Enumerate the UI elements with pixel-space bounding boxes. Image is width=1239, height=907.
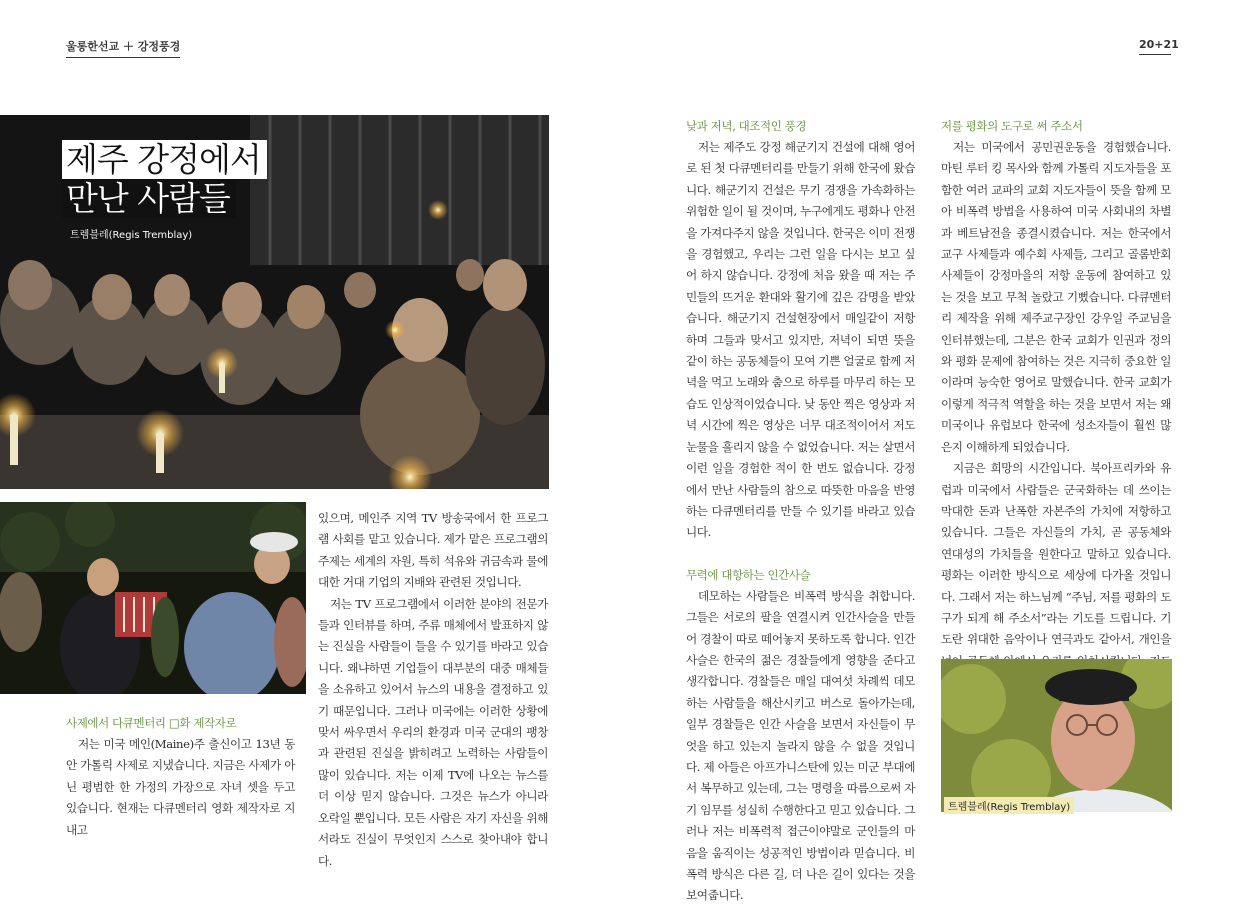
section-heading-peace: 저를 평화의 도구로 써 주소서 [941, 119, 1083, 133]
festival-photo [0, 502, 306, 694]
paragraph: 저는 제주도 강정 해군기지 건설에 대해 영어로 된 첫 다큐멘터리를 만들기 위해 한국에 왔습니다. 해군기지 건설은 무기 경쟁을 가속화하는 위험한 일이 될 것이며, 누구에게도 평화나 안전을 가져다주지 않을 것입니다. 한국은 이미 전쟁을 경험했고, 우리는 그런 일을 다시는 보고 싶어 하지 않습니다. 강정에 처음 왔을 때 저는 주민들의 뜨거운 환대와 활기에 깊은 감명을 받았습니다. 해군기지 건설현장에서 매일같이 저항하며 그들과 맞서고 있지만, 저녁이 되면 뜻을 같이 하는 공동체들이 모여 기쁜 얼굴로 함께 저녁을 먹고 노래와 춤으로 하루를 마무리 하는 모습도 인상적이었습니다. 낮 동안 찍은 영상과 저녁 시간에 찍은 영상은 너무 대조적이어서 저도 눈물을 흘리지 않을 수 없었습니다. 저는 살면서 이런 일을 경험한 적이 한 번도 없습니다. 강정에서 만난 사람들의 참으로 따뜻한 마음을 반영하는 다큐멘터리를 만들 수 있기를 바라고 있습니다. [686, 140, 915, 540]
column-4 [941, 115, 1171, 715]
portrait-caption: 트렘블레(Regis Tremblay) [944, 797, 1074, 814]
paragraph: 저는 미국에서 공민권운동을 경험했습니다. 마틴 루터 킹 목사와 함께 가톨릭 지도자들을 포함한 여러 교파의 교회 지도자들이 뜻을 함께 모아 비폭력 방법을 사용하여 미국 사회내의 차별과 베트남전을 종결시켰습니다. 저는 한국에서 교구 사제들과 예수회 사제들, 그리고 골롬반회 사제들이 강정마을의 저항 운동에 참여하고 있는 것을 보고 무척 놀랐고 기뻤습니다. 다큐멘터리 제작을 위해 제주교구장인 강우일 주교님을 인터뷰했는데, 그분은 한국 교회가 인권과 정의와 평화 문제에 참여하는 것은 지극히 중요한 일이라며 능숙한 영어로 말했습니다. 한국 교회가 이렇게 적극적 역할을 하는 것을 보면서 저는 왜 미국이나 유럽보다 한국에 성소자들이 훨씬 많은지 이해하게 되었습니다. [941, 140, 1171, 454]
section-heading-human-chain: 무력에 대항하는 인간사슬 [686, 567, 811, 582]
byline: 트렘블레(Regis Tremblay) [70, 230, 193, 241]
page-numbers: 20+21 [1139, 38, 1171, 55]
running-header-left: 울롱한선교 ＋ 강정풍경 [66, 38, 180, 58]
paragraph: 있으며, 메인주 지역 TV 방송국에서 한 프로그램 사회를 맡고 있습니다. 제가 맡은 프로그램의 주제는 세계의 자원, 특히 석유와 귀금속과 물에 대한 거대 기업의 지배와 관련된 것입니다. [318, 511, 548, 590]
paragraph: 저는 미국 메인(Maine)주 출신이고 13년 동안 가톨릭 사제로 지냈습니다. 지금은 사제가 아닌 평범한 한 가정의 가장으로 자녀 셋을 두고 있습니다. 현재는 다큐멘터리 영화 제작자로 지내고 [66, 737, 295, 837]
article-title-line2: 만난 사람들 [62, 179, 236, 218]
column-3 [686, 115, 915, 907]
section-heading-contrast: 낮과 저녁, 대조적인 풍경 [686, 119, 807, 133]
article-title-line1: 제주 강정에서 [62, 140, 267, 179]
paragraph: 데모하는 사람들은 비폭력 방식을 취합니다. 그들은 서로의 팔을 연결시켜 인간사슬을 만들어 경찰이 따로 떼어놓지 못하도록 합니다. 인간사슬은 한국의 젊은 경찰들에게 영향을 준다고 생각합니다. 경찰들은 매일 대여섯 차례씩 데모하는 사람들을 해산시키고 버스로 돌아가는데, 일부 경찰들은 인간 사슬을 보면서 자신들이 무엇을 하고 있는지 놀라지 않을 수 없을 것입니다. 제 아들은 아프가니스탄에 있는 미군 부대에서 복무하고 있는데, 그는 명령을 따름으로써 자기 임무를 성실히 수행한다고 믿고 있습니다. 그러나 저는 비폭력적 접근이야말로 군인들의 마음을 움직이는 성공적인 방법이라 믿습니다. 비폭력 방식은 다른 길, 더 나은 길이 있다는 것을 보여줍니다. [686, 588, 915, 903]
column-2 [318, 508, 548, 872]
portrait-photo [941, 659, 1172, 812]
column-1 [66, 712, 295, 841]
section-heading-career: 사제에서 다큐멘터리 □화 제작자로 [66, 716, 237, 730]
paragraph: 저는 TV 프로그램에서 이러한 분야의 전문가들과 인터뷰를 하며, 주류 매체에서 발표하지 않는 진실을 사람들이 들을 수 있기를 바라고 있습니다. 왜냐하면 기업들이 대부분의 대중 매체들을 소유하고 있어서 뉴스의 내용을 결정하고 있기 때문입니다. 그러나 미국에는 이러한 상황에 맞서 싸우면서 우리의 환경과 미국 군대의 팽창과 관련된 진실을 밝히려고 노력하는 사람들이 많이 있습니다. 저는 이제 TV에 나오는 뉴스를 더 이상 믿지 않습니다. 그것은 뉴스가 아니라 오락일 뿐입니다. 모든 사람은 자기 자신을 위해서라도 진실이 무엇인지 스스로 찾아내야 합니다. [318, 596, 548, 868]
paragraph-text: 지금은 희망의 시간입니다. 북아프리카와 유럽과 미국에서 사람들은 군국화하는 데 쓰이는 막대한 돈과 난폭한 자본주의 가치에 저항하고 있습니다. 그들은 자신들의 가치, 곧 공동체와 연대성의 가치들을 원한다고 말하고 있습니다. 평화는 이러한 방식으로 세상에 다가올 것입니다. 그래서 저는 하느님께 “주님, 저를 평화의 도구가 되게 해 주소서”라는 기도를 드립니다. 기도란 위대한 음악이나 연극과도 같아서, 개인을 [941, 461, 1171, 647]
